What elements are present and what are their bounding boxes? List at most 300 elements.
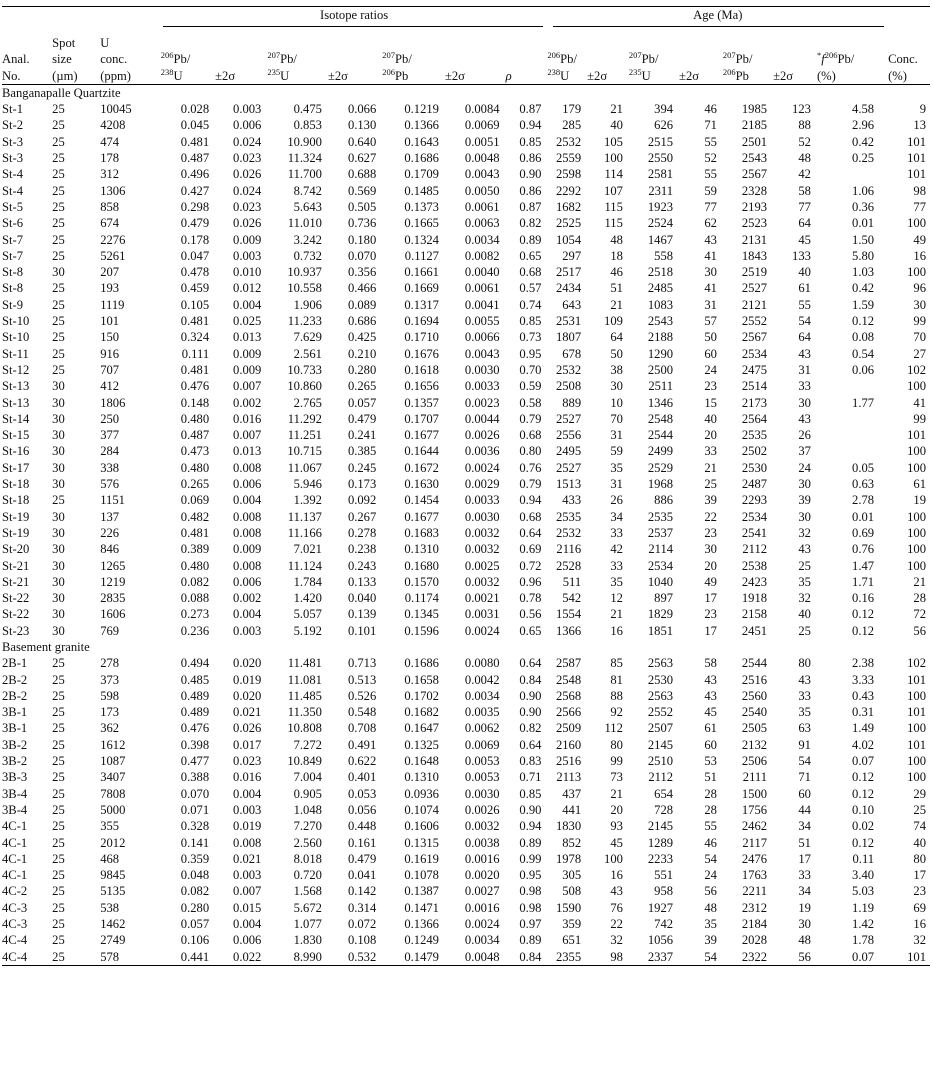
table-cell: 29 [913, 786, 926, 801]
table-cell: St-4 [2, 183, 23, 198]
table-cell: 0.94 [519, 118, 542, 133]
table-cell: 16 [610, 623, 623, 638]
table-row [2, 949, 930, 966]
table-cell: 0.56 [519, 607, 542, 622]
table-row [2, 720, 930, 736]
table-cell: 0.0026 [464, 428, 500, 443]
table-cell: 0.479 [180, 216, 210, 231]
table-cell: 0.008 [233, 835, 262, 850]
table-cell: 0.023 [233, 754, 262, 769]
table-cell: 0.1618 [404, 362, 439, 377]
table-cell: 25 [52, 721, 65, 736]
table-cell: 1918 [741, 591, 768, 606]
table-cell: 1.50 [852, 232, 875, 247]
table-cell: 30 [52, 509, 65, 524]
table-cell: 42 [610, 542, 623, 557]
table-cell: 0.476 [180, 379, 210, 394]
table-cell: 0.004 [233, 493, 262, 508]
table-cell: 2532 [555, 525, 582, 540]
table-row [2, 476, 930, 492]
table-cell: 0.021 [233, 705, 262, 720]
table-cell: 2184 [741, 917, 768, 932]
table-cell: 35 [610, 460, 623, 475]
table-cell: 85 [610, 656, 623, 671]
table-cell: 0.71 [519, 770, 542, 785]
table-cell: 0.008 [233, 509, 262, 524]
table-cell: St-14 [2, 411, 30, 426]
table-cell: 0.86 [519, 183, 542, 198]
table-cell: St-20 [2, 542, 30, 557]
table-cell: 0.85 [519, 134, 542, 149]
table-cell: 31 [610, 477, 623, 492]
table-cell: 11.700 [287, 167, 322, 182]
table-cell: 0.004 [233, 297, 262, 312]
table-cell: 100 [907, 216, 926, 231]
table-row [2, 248, 930, 264]
table-cell: 99 [610, 754, 623, 769]
table-cell: 511 [562, 574, 582, 589]
table-cell: 0.713 [347, 656, 377, 671]
table-cell: 2028 [741, 933, 768, 948]
table-cell: 2518 [647, 265, 674, 280]
table-cell: 11.485 [287, 688, 322, 703]
table-cell: 0.173 [347, 477, 377, 492]
table-cell: 1985 [741, 102, 768, 117]
table-cell: 2145 [647, 737, 674, 752]
table-cell: 100 [907, 770, 926, 785]
table-cell: 1.048 [293, 802, 322, 817]
table-cell: 5.672 [293, 900, 322, 915]
table-cell: 2276 [100, 232, 126, 247]
table-cell: 30 [52, 525, 65, 540]
table-cell: 11.067 [287, 460, 322, 475]
col-err-1: ±2σ [215, 35, 267, 84]
table-cell: 1682 [555, 199, 582, 214]
table-cell: 23 [704, 525, 717, 540]
table-cell: 0.688 [347, 167, 377, 182]
table-cell: 0.489 [180, 705, 210, 720]
table-row [2, 916, 930, 932]
table-cell: 0.0042 [464, 672, 500, 687]
table-cell: 0.243 [347, 558, 377, 573]
table-cell: 0.041 [347, 868, 377, 883]
table-cell: 0.494 [180, 656, 210, 671]
table-cell: 0.1174 [404, 591, 439, 606]
table-cell: 2556 [555, 428, 582, 443]
table-cell: 0.06 [852, 362, 875, 377]
table-cell: 133 [792, 248, 811, 263]
table-cell: 0.008 [233, 525, 262, 540]
table-cell: 0.68 [519, 428, 542, 443]
table-cell: 0.513 [347, 672, 377, 687]
table-cell: 25 [52, 216, 65, 231]
table-cell: 46 [610, 265, 623, 280]
table-cell: 98 [587, 949, 629, 966]
table-cell: 5.946 [293, 477, 322, 492]
table-cell: 0.0061 [464, 281, 500, 296]
table-cell: 0.130 [347, 118, 377, 133]
table-cell: 2.96 [852, 118, 875, 133]
table-cell: 39 [704, 493, 717, 508]
table-cell: 0.006 [233, 477, 262, 492]
table-cell: 508 [562, 884, 582, 899]
table-cell: 33 [610, 525, 623, 540]
table-cell: 58 [704, 656, 717, 671]
table-cell: St-21 [2, 574, 30, 589]
table-cell: 0.1387 [404, 884, 439, 899]
table-cell: 101 [907, 737, 926, 752]
table-cell: 1978 [555, 851, 582, 866]
column-headers [2, 35, 930, 84]
table-cell: 355 [100, 819, 120, 834]
table-cell: 0.0032 [464, 819, 500, 834]
table-cell: 0.002 [233, 591, 262, 606]
table-row [2, 509, 930, 525]
table-body [2, 84, 930, 965]
table-cell: 0.1479 [382, 949, 445, 966]
table-cell: 25 [52, 134, 65, 149]
table-row [2, 460, 930, 476]
table-cell: 25 [52, 688, 65, 703]
table-cell: 0.023 [233, 199, 262, 214]
table-cell: 1040 [647, 574, 674, 589]
table-cell: 0.853 [293, 118, 322, 133]
table-cell: 0.0051 [464, 134, 500, 149]
table-cell: 80 [798, 656, 811, 671]
table-cell: 1.59 [852, 297, 875, 312]
table-cell: 193 [100, 281, 120, 296]
table-cell: 12 [610, 591, 623, 606]
table-row [2, 492, 930, 508]
table-cell: 5.03 [852, 884, 875, 899]
table-cell: 0.1310 [404, 770, 439, 785]
table-cell: 21 [610, 786, 623, 801]
table-cell: 25 [52, 346, 65, 361]
table-cell: 2160 [555, 737, 582, 752]
table-cell: 0.1677 [404, 509, 439, 524]
age-label: Age (Ma) [693, 8, 743, 22]
table-cell: 54 [798, 754, 811, 769]
table-cell: 101 [888, 949, 930, 966]
table-cell: 2523 [741, 216, 768, 231]
table-cell: 576 [100, 477, 120, 492]
table-row [2, 883, 930, 899]
table-cell: 15 [704, 395, 717, 410]
table-cell: 1612 [100, 737, 126, 752]
table-cell: 0.505 [347, 199, 377, 214]
table-cell: 3B-2 [2, 754, 28, 769]
table-cell: 728 [654, 802, 674, 817]
col-u-conc: U conc. (ppm) [100, 35, 161, 84]
table-cell: 0.459 [180, 281, 210, 296]
table-cell: 24 [704, 868, 717, 883]
table-cell: 25 [52, 835, 65, 850]
table-cell: 11.233 [287, 314, 322, 329]
table-cell: 2567 [741, 167, 768, 182]
table-cell: 1306 [100, 183, 126, 198]
table-cell: 0.0024 [464, 623, 500, 638]
table-cell: 0.708 [347, 721, 377, 736]
table-cell: 0.90 [519, 688, 542, 703]
table-cell: 0.385 [347, 444, 377, 459]
table-cell: 32 [798, 591, 811, 606]
isotope-ratios-group-header [161, 7, 548, 36]
table-cell: 0.161 [347, 835, 377, 850]
table-cell: 17 [704, 623, 717, 638]
table-cell: 0.526 [347, 688, 377, 703]
table-cell: 0.82 [519, 721, 542, 736]
table-cell: 25 [52, 118, 65, 133]
table-cell: 2.765 [293, 395, 322, 410]
table-cell: 25 [52, 330, 65, 345]
table-cell: 0.63 [852, 477, 875, 492]
table-cell: 0.65 [519, 623, 542, 638]
table-cell: 43 [798, 346, 811, 361]
table-cell: 52 [704, 151, 717, 166]
table-cell: St-19 [2, 509, 30, 524]
table-cell: 2525 [555, 216, 582, 231]
table-cell: 2517 [555, 265, 582, 280]
table-row [2, 117, 930, 133]
table-cell: 30 [52, 477, 65, 492]
table-cell: 34 [798, 819, 811, 834]
table-row [2, 166, 930, 182]
table-cell: 0.0041 [464, 297, 500, 312]
table-row [2, 574, 930, 590]
table-row [2, 297, 930, 313]
table-cell: St-10 [2, 330, 30, 345]
table-cell: 0.004 [233, 917, 262, 932]
table-cell: 39 [798, 493, 811, 508]
table-cell: 0.389 [180, 542, 210, 557]
table-cell: 0.009 [233, 232, 262, 247]
table-cell: 2475 [741, 362, 768, 377]
table-cell: 2193 [741, 199, 768, 214]
table-cell: St-18 [2, 493, 30, 508]
table-cell: 0.024 [233, 134, 262, 149]
table-cell: 0.10 [852, 802, 875, 817]
table-cell: 1.906 [293, 297, 322, 312]
table-cell: 0.003 [233, 623, 262, 638]
col-anal-no: Anal. No. [2, 35, 52, 84]
table-cell: 2514 [741, 379, 768, 394]
table-cell: 101 [907, 134, 926, 149]
table-cell: 13 [913, 118, 926, 133]
table-cell: 0.99 [519, 851, 542, 866]
table-cell: 0.97 [519, 917, 542, 932]
table-cell: 0.019 [233, 819, 262, 834]
table-cell: 3B-4 [2, 786, 28, 801]
table-cell: 2552 [741, 314, 768, 329]
table-cell: 0.72 [519, 558, 542, 573]
table-row [2, 215, 930, 231]
col-rho: ρ [506, 35, 548, 84]
table-cell: St-22 [2, 591, 30, 606]
table-cell: 32 [610, 933, 623, 948]
table-cell: St-19 [2, 525, 30, 540]
table-cell: 20 [610, 802, 623, 817]
table-cell: 678 [562, 346, 582, 361]
table-cell: 4C-3 [2, 900, 28, 915]
table-cell: 0.1570 [404, 574, 439, 589]
table-cell: 1830 [555, 819, 582, 834]
table-cell: 25 [798, 558, 811, 573]
table-cell: 10 [610, 395, 623, 410]
table-cell: 71 [704, 118, 717, 133]
table-cell: 16 [610, 868, 623, 883]
table-row [2, 395, 930, 411]
table-cell: 1289 [647, 835, 674, 850]
table-cell: 1265 [100, 558, 126, 573]
table-cell: 2131 [741, 232, 768, 247]
table-cell: 48 [798, 933, 811, 948]
table-cell: 0.57 [519, 281, 542, 296]
table-cell: 0.1127 [404, 248, 439, 263]
table-cell: 10.937 [287, 265, 322, 280]
table-cell: 25 [52, 949, 100, 966]
table-cell: 0.007 [233, 428, 262, 443]
table-cell: 93 [610, 819, 623, 834]
table-cell: 25 [52, 232, 65, 247]
table-cell: 0.85 [519, 786, 542, 801]
table-row [2, 802, 930, 818]
table-cell: 0.73 [519, 330, 542, 345]
table-cell: 2173 [741, 395, 768, 410]
table-cell: 250 [100, 411, 120, 426]
table-cell: 433 [562, 493, 582, 508]
table-cell: 0.12 [852, 770, 875, 785]
table-cell: 26 [798, 428, 811, 443]
table-cell: 11.137 [287, 509, 322, 524]
table-cell: 40 [610, 118, 623, 133]
table-cell: 74 [913, 819, 926, 834]
table-cell: 0.98 [519, 900, 542, 915]
table-row [2, 134, 930, 150]
table-cell: 4C-4 [2, 933, 28, 948]
table-cell: 0.89 [519, 835, 542, 850]
table-cell: 0.87 [519, 199, 542, 214]
table-cell: 42 [798, 167, 811, 182]
table-cell: 30 [610, 379, 623, 394]
table-cell: 60 [798, 786, 811, 801]
table-cell: St-13 [2, 379, 30, 394]
table-cell: 25 [52, 705, 65, 720]
table-cell: 278 [100, 656, 120, 671]
table-cell: St-3 [2, 151, 23, 166]
table-cell: 474 [100, 134, 120, 149]
table-cell: 11.124 [287, 558, 322, 573]
table-cell: 25 [52, 362, 65, 377]
table-cell: 0.0080 [464, 656, 500, 671]
table-cell: 0.79 [519, 477, 542, 492]
table-cell: 22 [704, 509, 717, 524]
table-cell: 654 [654, 786, 674, 801]
table-cell: 22 [610, 917, 623, 932]
table-cell: 0.142 [347, 884, 377, 899]
table-cell: 0.05 [852, 460, 875, 475]
table-cell: 2499 [647, 444, 674, 459]
table-cell: 0.42 [852, 134, 875, 149]
table-cell: 0.0048 [445, 949, 506, 966]
table-cell: 2544 [647, 428, 674, 443]
table-cell: 107 [604, 183, 623, 198]
table-cell: 2534 [647, 558, 674, 573]
table-cell: 0.481 [180, 134, 210, 149]
table-cell: 2423 [741, 574, 768, 589]
table-cell: 0.12 [852, 314, 875, 329]
table-cell: 25 [52, 770, 65, 785]
table-cell: 0.448 [347, 819, 377, 834]
table-cell: 0.324 [180, 330, 210, 345]
table-cell: 0.1710 [404, 330, 439, 345]
table-cell: 1.830 [293, 933, 322, 948]
table-cell: 0.314 [347, 900, 377, 915]
table-cell: 25 [52, 868, 65, 883]
table-cell: 1366 [555, 623, 582, 638]
table-cell: 33 [610, 558, 623, 573]
table-cell: 3B-1 [2, 721, 28, 736]
table-cell: 0.0021 [464, 591, 500, 606]
table-cell: 1843 [741, 248, 768, 263]
table-cell: 112 [604, 721, 623, 736]
table-cell: 100 [907, 542, 926, 557]
table-cell: 30 [52, 395, 65, 410]
table-row [2, 411, 930, 427]
table-cell: 0.54 [852, 346, 875, 361]
table-cell: 0.07 [852, 754, 875, 769]
table-cell: 0.1680 [404, 558, 439, 573]
table-cell: 1119 [100, 297, 125, 312]
table-cell: 0.90 [519, 802, 542, 817]
table-cell: 226 [100, 525, 120, 540]
table-cell: 0.627 [347, 151, 377, 166]
table-cell: 651 [562, 933, 582, 948]
table-cell: 2132 [741, 737, 768, 752]
table-cell: 1.392 [293, 493, 322, 508]
table-cell: 41 [913, 395, 926, 410]
table-cell: 0.1686 [404, 151, 439, 166]
table-cell: 2535 [647, 509, 674, 524]
table-cell: 0.441 [161, 949, 215, 966]
table-cell: 2113 [556, 770, 582, 785]
table-cell: 0.1249 [404, 933, 439, 948]
table-row [2, 753, 930, 769]
table-cell: 858 [100, 199, 120, 214]
table-cell: St-7 [2, 232, 23, 247]
table-cell: 2581 [647, 167, 674, 182]
table-cell: 1.71 [852, 574, 875, 589]
table-cell: 4C-3 [2, 917, 28, 932]
table-cell: 285 [562, 118, 582, 133]
table-cell: 0.401 [347, 770, 377, 785]
table-cell: 5.057 [293, 607, 322, 622]
table-cell: 0.905 [293, 786, 322, 801]
table-row [2, 688, 930, 704]
table-cell: 0.057 [180, 917, 210, 932]
table-cell: 2185 [741, 118, 768, 133]
header-spacer-end [888, 7, 930, 36]
table-cell: 5.192 [293, 623, 322, 638]
table-cell: 2495 [555, 444, 582, 459]
table-cell: 25 [52, 754, 65, 769]
table-row [2, 672, 930, 688]
table-cell: 2535 [555, 509, 582, 524]
table-cell: 0.85 [519, 314, 542, 329]
table-cell: 542 [562, 591, 582, 606]
table-cell: 23 [913, 884, 926, 899]
table-cell: 25 [52, 917, 65, 932]
table-cell: 1927 [647, 900, 674, 915]
